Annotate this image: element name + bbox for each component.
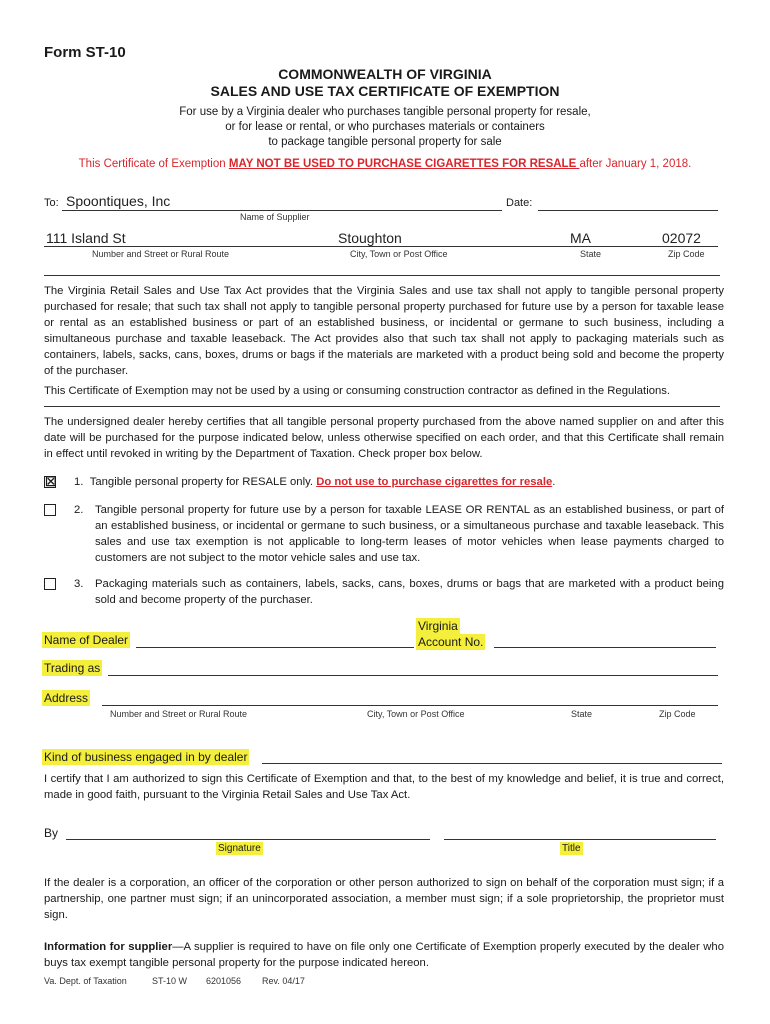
supplier-state-caption: State <box>580 249 602 259</box>
footer-form: ST-10 W <box>152 976 188 986</box>
divider-1 <box>44 275 720 276</box>
title-line2: SALES AND USE TAX CERTIFICATE OF EXEMPTION <box>210 83 560 99</box>
dealer-name-field[interactable] <box>136 647 414 648</box>
supplier-state-field[interactable]: MA <box>570 230 591 246</box>
subtitle-line2: or for lease or rental, or who purchases materials or containers <box>225 121 545 133</box>
warning-prefix: This Certificate of Exemption <box>78 158 229 170</box>
footer-rev: Rev. 04/17 <box>262 976 305 986</box>
supplier-name-caption: Name of Supplier <box>240 212 310 222</box>
option3-number: 3. <box>74 578 84 590</box>
option3-text: Packaging materials such as containers, labels, sacks, cans, boxes, drums or bags that are marketed with a product being sold and become property of the purchaser. <box>95 578 724 606</box>
signature-field[interactable] <box>66 839 430 840</box>
option1-warning: Do not use to purchase cigarettes for resale <box>316 476 553 488</box>
divider-2 <box>44 406 720 407</box>
dealer-state-caption: State <box>571 709 593 719</box>
date-label: Date: <box>506 197 533 209</box>
option1-number: 1. <box>74 476 84 488</box>
supplier-city-caption: City, Town or Post Office <box>350 249 448 259</box>
trading-as-field[interactable] <box>108 675 718 676</box>
supplier-zip-field[interactable]: 02072 <box>662 230 701 246</box>
subtitle-line1: For use by a Virginia dealer who purchases tangible personal property for resale, <box>179 106 591 118</box>
dealer-name-label: Name of Dealer <box>44 633 129 647</box>
title-caption: Title <box>562 843 581 854</box>
option1-text <box>74 474 724 490</box>
account-label: Virginia Account No. <box>418 619 484 649</box>
supplier-info <box>44 939 724 971</box>
account-number-field[interactable] <box>494 647 716 648</box>
title-field[interactable] <box>444 839 716 840</box>
option1-checkbox[interactable]: ☒ <box>45 474 57 489</box>
title-line1: COMMONWEALTH OF VIRGINIA <box>278 66 492 82</box>
business-kind-field[interactable] <box>262 763 722 764</box>
corporation-note: If the dealer is a corporation, an officer of the corporation or other person authorized to sign on behalf of the corporation must sign; if a partnership, one partner must sign; if an unincorporated association, a member must sign; if a sole proprietorship, the proprietor must sign. <box>44 877 724 921</box>
supplier-info-text: —A supplier is required to have on file only one Certificate of Exemption properly executed by the dealer who buys tax exempt tangible personal property for the purpose indicated hereon. <box>44 941 724 969</box>
supplier-zip-caption: Zip Code <box>668 249 705 259</box>
supplier-city-field[interactable]: Stoughton <box>338 230 402 246</box>
option2-number: 2. <box>74 504 84 516</box>
cigarette-warning <box>0 158 770 170</box>
signature-caption: Signature <box>218 843 261 854</box>
option1-after: . <box>552 476 556 488</box>
form-number: Form ST-10 <box>44 44 126 61</box>
by-label: By <box>44 826 59 840</box>
business-kind-label: Kind of business engaged in by dealer <box>44 750 248 764</box>
address-label: Address <box>44 691 89 705</box>
dealer-city-caption: City, Town or Post Office <box>367 709 465 719</box>
supplier-info-heading: Information for supplier <box>44 941 173 953</box>
supplier-name-field[interactable]: Spoontiques, Inc <box>66 193 171 209</box>
warning-emphasis: MAY NOT BE USED TO PURCHASE CIGARETTES FOR RESALE <box>228 158 580 170</box>
option3-checkbox[interactable] <box>44 578 56 590</box>
contractor-note: This Certificate of Exemption may not be used by a using or consuming construction contractor as defined in the Regulations. <box>44 385 671 397</box>
supplier-address-line <box>44 246 718 247</box>
option2-checkbox[interactable] <box>44 504 56 516</box>
trading-as-label: Trading as <box>44 661 101 675</box>
supplier-street-field[interactable]: 111 Island St <box>46 230 126 246</box>
supplier-street-caption: Number and Street or Rural Route <box>92 249 230 259</box>
dealer-street-caption: Number and Street or Rural Route <box>110 709 248 719</box>
to-label: To: <box>44 197 59 209</box>
option2-text: Tangible personal property for future use by a person for taxable LEASE OR RENTAL as an established business, or part of an established business, or incidental or germane to such business, or a simultaneous purchase and taxable leaseback. This sales and use tax exemption is not applicable to long-term leases of motor vehicles when lease payments charged to customers are not subject to the motor vehicle sales and use tax. <box>95 504 724 564</box>
subtitle-line3: to package tangible personal property for sale <box>268 136 502 148</box>
footer-code: 6201056 <box>206 976 242 986</box>
date-field[interactable] <box>538 210 718 211</box>
option1-label: Tangible personal property for RESALE only. <box>89 476 317 488</box>
warning-suffix: after January 1, 2018. <box>579 158 692 170</box>
supplier-name-line <box>62 210 502 211</box>
certify-statement: I certify that I am authorized to sign this Certificate of Exemption and that, to the best of my knowledge and belief, it is true and correct, made in good faith, pursuant to the Virginia Retail Sales and Use Tax Act. <box>44 773 724 801</box>
act-paragraph: The Virginia Retail Sales and Use Tax Act provides that the Virginia Sales and use tax shall not apply to tangible personal property purchased for resale; that such tax shall not apply to tangible personal property purchased for future use by a person for taxable lease or rental as an established business or part of an established business, or incidental or germane to such business, including a simultaneous purchase and taxable leaseback. The Act provides also that such tax shall not apply to packaging materials such as containers, labels, sacks, cans, boxes, drums or bags if the materials are marketed with a product being sold and become the property of the purchaser. <box>44 285 724 377</box>
dealer-address-field[interactable] <box>102 705 718 706</box>
certify-paragraph: The undersigned dealer hereby certifies that all tangible personal property purchased from the above named supplier on and after this date will be purchased for the purpose indicated below, unless otherwise specified on each order, and that this Certificate shall remain in effect until revoked in writing by the Department of Taxation. Check proper box below. <box>44 416 724 460</box>
footer-dept: Va. Dept. of Taxation <box>44 976 127 986</box>
dealer-zip-caption: Zip Code <box>659 709 696 719</box>
